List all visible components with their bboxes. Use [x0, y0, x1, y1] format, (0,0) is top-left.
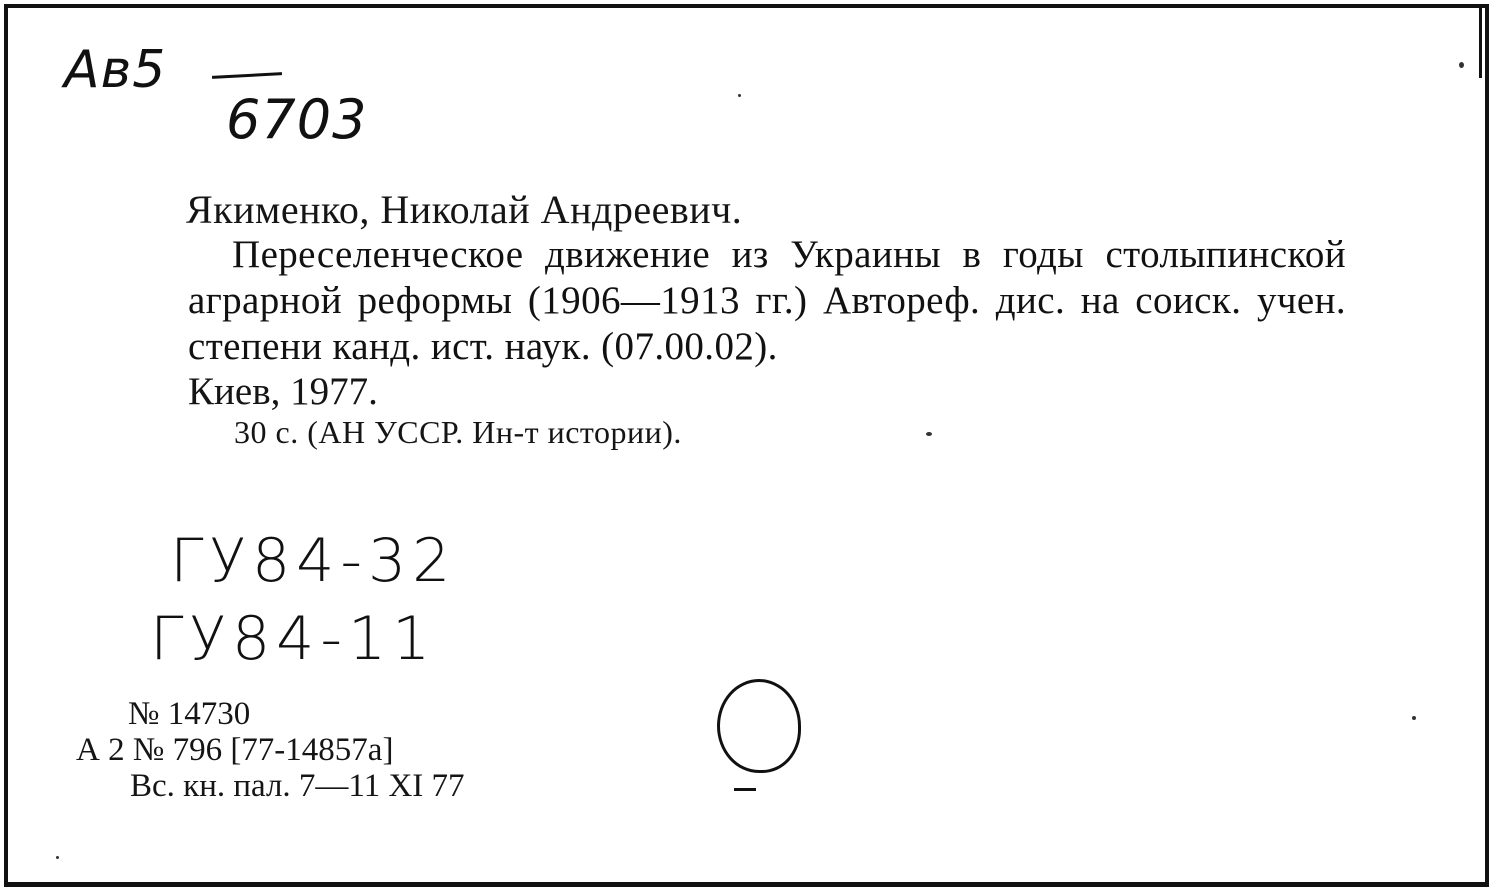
card-edge — [1479, 8, 1482, 78]
speck — [1459, 62, 1464, 68]
oval-stamp — [717, 679, 801, 773]
speck — [56, 856, 59, 859]
speck — [926, 432, 932, 436]
shelf-mark-bottom: 6703 — [226, 88, 368, 151]
author-heading: Якименко, Николай Андреевич. — [186, 187, 743, 232]
speck — [738, 94, 741, 97]
handwritten-code-1: ГУ84-32 — [170, 526, 457, 596]
physical-description: 30 с. (АН УССР. Ин-т истории). — [234, 414, 682, 450]
oval-stamp-mark — [734, 788, 756, 791]
book-chamber-line: Вс. кн. пал. 7—11 XI 77 — [130, 768, 465, 804]
speck — [1412, 716, 1416, 720]
handwritten-code-2: ГУ84-11 — [150, 604, 437, 674]
title-description: Переселенческое движение из Украины в годы столыпинской аграрной реформы (1906—1913 гг.) Автореф. дис. на соиск. учен. степени канд. ист. наук. (07.00.02). — [188, 233, 1346, 368]
record-number: № 14730 — [128, 696, 251, 732]
shelf-mark-top: Ав5 — [64, 40, 167, 100]
a2-number: А 2 № 796 [77-14857а] — [76, 732, 394, 768]
publication-info: Киев, 1977. — [188, 370, 378, 413]
